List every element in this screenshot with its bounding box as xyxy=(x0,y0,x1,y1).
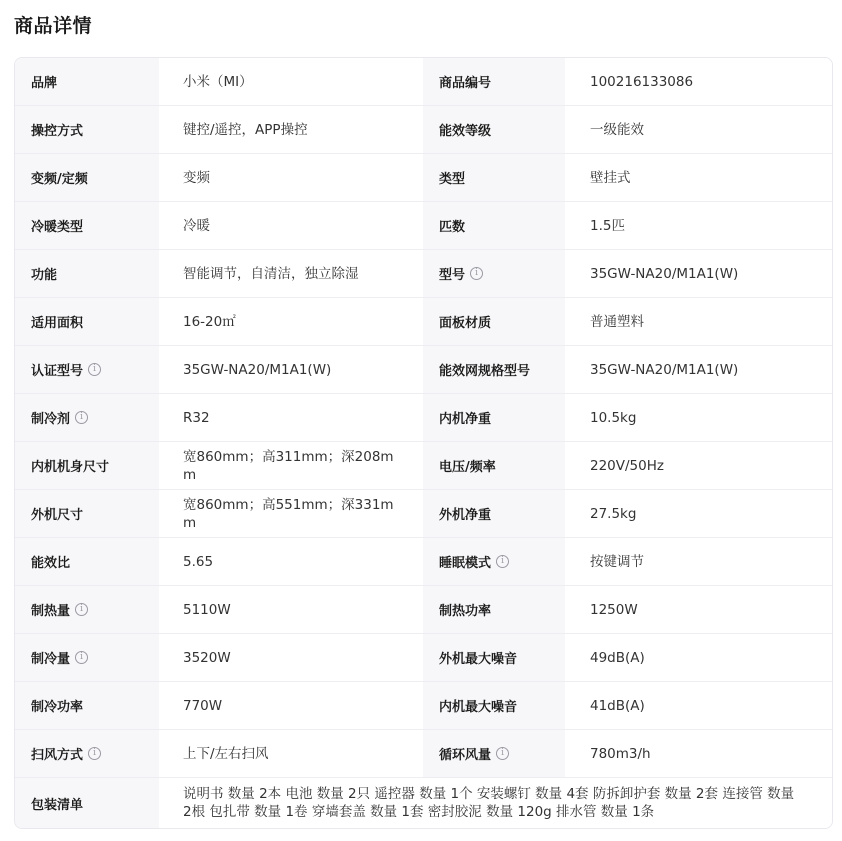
page-title: 商品详情 xyxy=(14,15,93,37)
spec-value: 键控/遥控，APP操控 xyxy=(159,106,423,153)
spec-table xyxy=(14,57,833,829)
spec-label: 内机净重 xyxy=(423,394,565,441)
info-icon[interactable]: i xyxy=(75,411,88,424)
spec-label: 外机净重 xyxy=(423,490,565,537)
spec-label: 操控方式 xyxy=(15,106,159,153)
info-icon[interactable]: i xyxy=(75,651,88,664)
spec-row xyxy=(15,250,832,298)
spec-value: 一级能效 xyxy=(565,106,832,153)
spec-label: 冷暖类型 xyxy=(15,202,159,249)
spec-value: 冷暖 xyxy=(159,202,423,249)
info-icon[interactable]: i xyxy=(88,747,101,760)
spec-value: 1250W xyxy=(565,586,832,633)
spec-value: 宽860mm；高311mm；深208mm xyxy=(159,442,423,489)
spec-row xyxy=(15,490,832,538)
spec-label: 内机机身尺寸 xyxy=(15,442,159,489)
spec-label: 品牌 xyxy=(15,58,159,105)
spec-label: 制热功率 xyxy=(423,586,565,633)
spec-value: 小米（MI） xyxy=(159,58,423,105)
spec-value: 27.5kg xyxy=(565,490,832,537)
spec-label: 制冷功率 xyxy=(15,682,159,729)
spec-value: 1.5匹 xyxy=(565,202,832,249)
spec-value: 壁挂式 xyxy=(565,154,832,201)
spec-row xyxy=(15,538,832,586)
spec-label: 认证型号 i xyxy=(15,346,159,393)
spec-value: 35GW-NA20/M1A1(W) xyxy=(159,346,423,393)
spec-label: 内机最大噪音 xyxy=(423,682,565,729)
spec-row xyxy=(15,202,832,250)
spec-value: 780m3/h xyxy=(565,730,832,777)
spec-value: 3520W xyxy=(159,634,423,681)
spec-value: 智能调节，自清洁，独立除湿 xyxy=(159,250,423,297)
spec-label: 变频/定频 xyxy=(15,154,159,201)
packing-list-value: 说明书 数量 2本 电池 数量 2只 遥控器 数量 1个 安装螺钉 数量 4套 防拆卸护套 数量 2套 连接管 数量 2根 包扎带 数量 1卷 穿墙套盖 数量 1套 密封胶泥 数量 120g 排水管 数量 1条 xyxy=(159,778,832,828)
spec-label: 匹数 xyxy=(423,202,565,249)
info-icon[interactable]: i xyxy=(88,363,101,376)
spec-value: 宽860mm；高551mm；深331mm xyxy=(159,490,423,537)
spec-row xyxy=(15,442,832,490)
spec-label: 适用面积 xyxy=(15,298,159,345)
spec-value: 5110W xyxy=(159,586,423,633)
spec-label: 面板材质 xyxy=(423,298,565,345)
spec-label: 包装清单 xyxy=(15,778,159,828)
spec-value: 普通塑料 xyxy=(565,298,832,345)
info-icon[interactable]: i xyxy=(75,603,88,616)
spec-value: 770W xyxy=(159,682,423,729)
spec-label: 能效等级 xyxy=(423,106,565,153)
spec-label: 功能 xyxy=(15,250,159,297)
spec-row xyxy=(15,298,832,346)
spec-label: 制冷量 i xyxy=(15,634,159,681)
spec-label: 能效比 xyxy=(15,538,159,585)
spec-label: 睡眠模式 i xyxy=(423,538,565,585)
spec-value: 变频 xyxy=(159,154,423,201)
spec-label: 能效网规格型号 xyxy=(423,346,565,393)
spec-row xyxy=(15,346,832,394)
spec-label: 外机最大噪音 xyxy=(423,634,565,681)
spec-value: 49dB(A) xyxy=(565,634,832,681)
info-icon[interactable]: i xyxy=(496,747,509,760)
spec-row xyxy=(15,586,832,634)
spec-label: 循环风量 i xyxy=(423,730,565,777)
spec-label: 扫风方式 i xyxy=(15,730,159,777)
spec-row xyxy=(15,634,832,682)
spec-value: 10.5kg xyxy=(565,394,832,441)
spec-row xyxy=(15,730,832,778)
spec-value: R32 xyxy=(159,394,423,441)
spec-label: 类型 xyxy=(423,154,565,201)
spec-label: 制冷剂 i xyxy=(15,394,159,441)
spec-label: 电压/频率 xyxy=(423,442,565,489)
spec-value: 35GW-NA20/M1A1(W) xyxy=(565,346,832,393)
spec-row xyxy=(15,58,832,106)
spec-value: 35GW-NA20/M1A1(W) xyxy=(565,250,832,297)
spec-row xyxy=(15,106,832,154)
spec-value: 16-20㎡ xyxy=(159,298,423,345)
info-icon[interactable]: i xyxy=(496,555,509,568)
spec-label: 型号 i xyxy=(423,250,565,297)
spec-label: 商品编号 xyxy=(423,58,565,105)
spec-value: 按键调节 xyxy=(565,538,832,585)
spec-value: 220V/50Hz xyxy=(565,442,832,489)
spec-row-packing xyxy=(15,778,832,828)
spec-row xyxy=(15,154,832,202)
spec-row xyxy=(15,682,832,730)
spec-value: 100216133086 xyxy=(565,58,832,105)
spec-label: 外机尺寸 xyxy=(15,490,159,537)
spec-value: 5.65 xyxy=(159,538,423,585)
spec-value: 上下/左右扫风 xyxy=(159,730,423,777)
spec-label: 制热量 i xyxy=(15,586,159,633)
spec-row xyxy=(15,394,832,442)
info-icon[interactable]: i xyxy=(470,267,483,280)
spec-value: 41dB(A) xyxy=(565,682,832,729)
